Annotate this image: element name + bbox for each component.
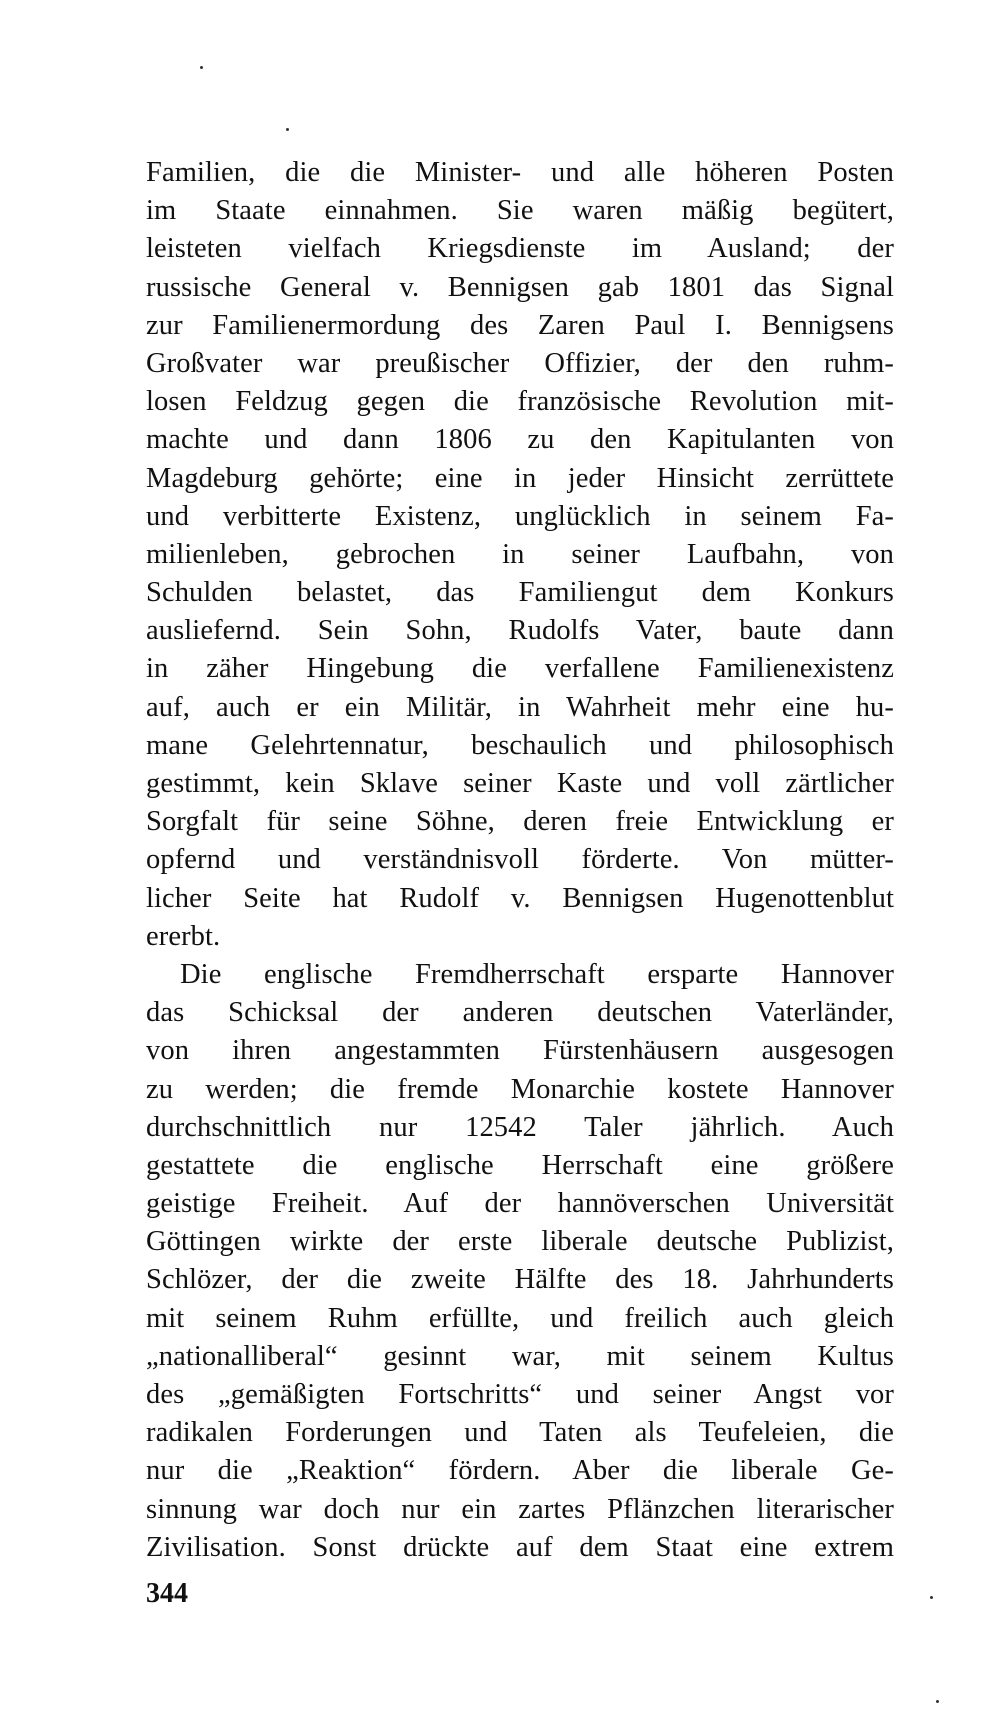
- text-line: opfernd und verständnisvoll förderte. Von mütter-: [146, 844, 894, 876]
- paragraph-start-line: Die englische Fremdherrschaft ersparte Hannover: [180, 958, 894, 990]
- paper-speck: [286, 128, 289, 131]
- text-line: auf, auch er ein Militär, in Wahrheit mehr eine hu-: [146, 691, 894, 723]
- paper-speck: [200, 66, 203, 69]
- text-line: Schlözer, der die zweite Hälfte des 18. Jahrhunderts: [146, 1264, 894, 1296]
- text-line: „nationalliberal“ gesinnt war, mit seinem Kultus: [146, 1340, 894, 1372]
- text-line: sinnung war doch nur ein zartes Pflänzchen literarischer: [146, 1493, 894, 1525]
- text-line: zur Familienermordung des Zaren Paul I. Bennigsens: [146, 309, 894, 341]
- text-line: Göttingen wirkte der erste liberale deutsche Publizist,: [146, 1226, 894, 1258]
- text-line: durchschnittlich nur 12542 Taler jährlich. Auch: [146, 1111, 894, 1143]
- text-line: im Staate einnahmen. Sie waren mäßig begütert,: [146, 195, 894, 227]
- text-line: ererbt.: [146, 920, 221, 952]
- text-line: leisteten vielfach Kriegsdienste im Ausland; der: [146, 233, 894, 265]
- text-line: das Schicksal der anderen deutschen Vaterländer,: [146, 997, 894, 1029]
- text-line: Zivilisation. Sonst drückte auf dem Staat eine extrem: [146, 1531, 894, 1563]
- text-line: mane Gelehrtennatur, beschaulich und philosophisch: [146, 729, 894, 761]
- text-line: in zäher Hingebung die verfallene Familienexistenz: [146, 653, 894, 685]
- text-line: Sorgfalt für seine Söhne, deren freie Entwicklung er: [146, 806, 894, 838]
- text-line: machte und dann 1806 zu den Kapitulanten von: [146, 424, 894, 456]
- text-line: gestimmt, kein Sklave seiner Kaste und voll zärtlicher: [146, 768, 894, 799]
- text-line: Familien, die die Minister- und alle höheren Posten: [146, 157, 894, 188]
- text-line: zu werden; die fremde Monarchie kostete Hannover: [146, 1073, 894, 1105]
- text-line: ausliefernd. Sein Sohn, Rudolfs Vater, baute dann: [146, 615, 894, 647]
- page-number: 344: [146, 1578, 188, 1609]
- text-line: von ihren angestammten Fürstenhäusern ausgesogen: [146, 1035, 894, 1067]
- text-line: geistige Freiheit. Auf der hannöverschen Universität: [146, 1188, 894, 1220]
- paper-speck: [936, 1700, 939, 1703]
- body-text: [146, 154, 894, 1567]
- text-line: licher Seite hat Rudolf v. Bennigsen Hugenottenblut: [146, 882, 894, 914]
- text-line: radikalen Forderungen und Taten als Teufeleien, die: [146, 1417, 894, 1449]
- text-line: Schulden belastet, das Familiengut dem Konkurs: [146, 577, 894, 609]
- text-line: Großvater war preußischer Offizier, der den ruhm-: [146, 347, 894, 379]
- paper-speck: [930, 1596, 933, 1599]
- text-line: des „gemäßigten Fortschritts“ und seiner Angst vor: [146, 1379, 894, 1410]
- text-line: losen Feldzug gegen die französische Revolution mit-: [146, 386, 894, 418]
- text-line: Magdeburg gehörte; eine in jeder Hinsicht zerrüttete: [146, 462, 894, 494]
- text-line: russische General v. Bennigsen gab 1801 das Signal: [146, 271, 894, 303]
- text-line: milienleben, gebrochen in seiner Laufbahn, von: [146, 538, 894, 570]
- text-line: mit seinem Ruhm erfüllte, und freilich auch gleich: [146, 1302, 894, 1334]
- text-line: nur die „Reaktion“ fördern. Aber die liberale Ge-: [146, 1455, 894, 1487]
- text-line: gestattete die englische Herrschaft eine größere: [146, 1149, 894, 1181]
- text-line: und verbitterte Existenz, unglücklich in seinem Fa-: [146, 500, 894, 532]
